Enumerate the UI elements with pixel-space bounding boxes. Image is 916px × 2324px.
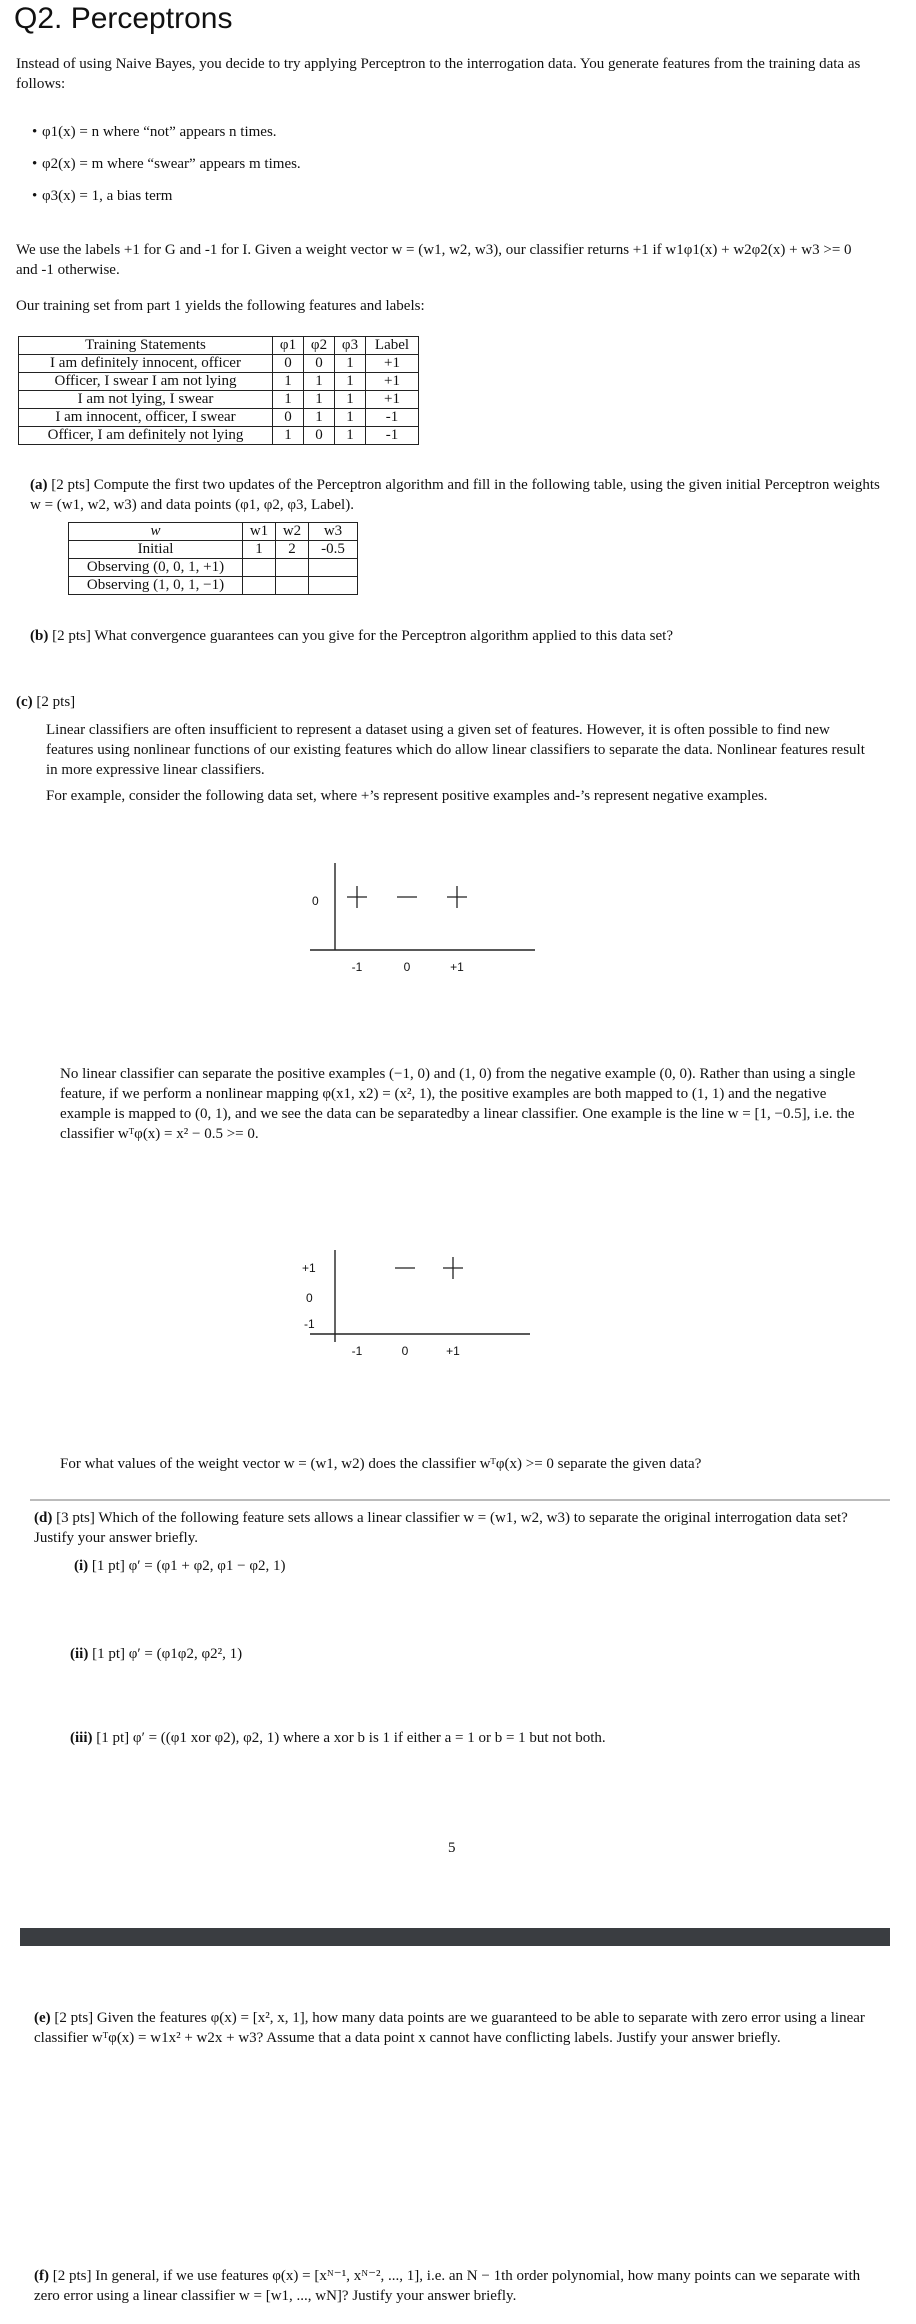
part-d-iii-text: [1 pt] φ′ = ((φ1 xor φ2), φ2, 1) where a xor b is 1 if either a = 1 or b = 1 but not both. <box>96 1730 606 1746</box>
training-table <box>18 336 419 445</box>
table-cell: Officer, I am definitely not lying <box>19 427 273 445</box>
part-b-text: [2 pts] What convergence guarantees can you give for the Perceptron algorithm applied to this data set? <box>52 628 673 644</box>
page-break-bar <box>20 1928 890 1946</box>
part-c-question: For what values of the weight vector w = (w1, w2) does the classifier wᵀφ(x) >= 0 separate the given data? <box>60 1456 702 1472</box>
x-tick-label: -1 <box>351 1344 363 1358</box>
part-f-label: (f) <box>34 2268 49 2284</box>
table-cell: 1 <box>335 391 366 409</box>
col-header: w3 <box>309 523 358 541</box>
col-header: w2 <box>276 523 309 541</box>
part-d-ii-text: [1 pt] φ′ = (φ1φ2, φ2², 1) <box>92 1646 243 1662</box>
part-a-label: (a) <box>30 477 48 493</box>
table-cell: Observing (0, 0, 1, +1) <box>69 559 243 577</box>
x-tick-label: +1 <box>446 1344 460 1358</box>
table-cell: 0 <box>273 355 304 373</box>
labels-text: We use the labels +1 for G and -1 for I. Given a weight vector w = (w1, w2, w3), our classifier returns +1 if w1φ1(x) + w2φ2(x) + w3 >= 0 and -1 otherwise. <box>16 242 852 278</box>
part-d-ii <box>70 1644 242 1664</box>
table-row <box>69 577 358 595</box>
table-cell: 1 <box>304 391 335 409</box>
table-header-row <box>19 337 419 355</box>
answer-cell[interactable] <box>309 577 358 595</box>
y-tick-label: +1 <box>302 1261 316 1275</box>
table-cell: 1 <box>273 391 304 409</box>
feature-phi3: • φ3(x) = 1, a bias term <box>42 188 172 205</box>
positive-example-mark <box>447 886 467 908</box>
table-cell: I am definitely innocent, officer <box>19 355 273 373</box>
table-cell: 0 <box>273 409 304 427</box>
table-cell: -0.5 <box>309 541 358 559</box>
part-d-label: (d) <box>34 1510 53 1526</box>
part-c-label: (c) <box>16 694 33 710</box>
y-tick-label: 0 <box>312 894 319 908</box>
table-row <box>19 427 419 445</box>
x-tick-label: 0 <box>403 960 411 974</box>
table-cell: Initial <box>69 541 243 559</box>
part-d-iii <box>70 1728 606 1748</box>
part-d-i-label: (i) <box>74 1558 89 1574</box>
x-tick-label: +1 <box>450 960 464 974</box>
table-cell: +1 <box>366 355 419 373</box>
part-e-label: (e) <box>34 2010 51 2026</box>
part-d-i <box>74 1556 286 1576</box>
part-c-paragraph-1: Linear classifiers are often insufficient to represent a dataset using a given set of features. However, it is often possible to find new features using nonlinear functions of our existing features which do allow linear classifiers to separate the data. Nonlinear features result in more expressive linear classifiers. <box>46 722 865 778</box>
plot-1 <box>290 855 550 980</box>
table-cell: -1 <box>366 427 419 445</box>
table-row <box>19 409 419 427</box>
col-header: φ2 <box>304 337 335 355</box>
x-tick-label: -1 <box>351 960 363 974</box>
page-title: Q2. Perceptrons <box>14 2 233 35</box>
page-number: 5 <box>448 1840 456 1856</box>
table-cell: 1 <box>335 355 366 373</box>
part-e <box>34 2008 874 2048</box>
part-c-pts: [2 pts] <box>36 694 76 710</box>
answer-cell[interactable] <box>276 577 309 595</box>
y-tick-label: -1 <box>304 1317 315 1331</box>
table-cell: I am innocent, officer, I swear <box>19 409 273 427</box>
table-cell: 1 <box>335 427 366 445</box>
answer-cell[interactable] <box>276 559 309 577</box>
table-cell: +1 <box>366 373 419 391</box>
training-intro: Our training set from part 1 yields the following features and labels: <box>16 298 425 314</box>
table-cell: 1 <box>304 409 335 427</box>
plot-1-marks <box>347 886 467 908</box>
table-cell: Officer, I swear I am not lying <box>19 373 273 391</box>
positive-example-mark <box>443 1257 463 1279</box>
table-cell: 1 <box>304 373 335 391</box>
x-tick-label: 0 <box>401 1344 409 1358</box>
table-cell: 0 <box>304 355 335 373</box>
part-f-text: [2 pts] In general, if we use features φ(x) = [xᴺ⁻¹, xᴺ⁻², ..., 1], i.e. an N − 1th order polynomial, how many points can we separate with zero error using a linear classifier w = [w1, ..., wN]? Justify your answer briefly. <box>34 2268 861 2304</box>
table-cell: 2 <box>276 541 309 559</box>
table-row <box>19 391 419 409</box>
positive-example-mark <box>347 886 367 908</box>
col-header: Training Statements <box>19 337 273 355</box>
y-tick-label: 0 <box>306 1291 313 1305</box>
part-d-i-text: [1 pt] φ′ = (φ1 + φ2, φ1 − φ2, 1) <box>91 1558 286 1574</box>
answer-cell[interactable] <box>243 577 276 595</box>
part-a <box>30 475 880 515</box>
weights-table <box>68 522 358 595</box>
col-header: w1 <box>243 523 276 541</box>
table-row <box>69 541 358 559</box>
table-cell: 1 <box>335 409 366 427</box>
part-d <box>34 1508 874 1548</box>
part-d-text: [3 pts] Which of the following feature sets allows a linear classifier w = (w1, w2, w3) to separate the original interrogation data set? Justify your answer briefly. <box>34 1510 848 1546</box>
plot-2-marks <box>395 1257 463 1279</box>
part-d-ii-label: (ii) <box>70 1646 89 1662</box>
table-row <box>19 373 419 391</box>
table-cell: Observing (1, 0, 1, −1) <box>69 577 243 595</box>
table-cell: I am not lying, I swear <box>19 391 273 409</box>
col-header: φ3 <box>335 337 366 355</box>
col-header: Label <box>366 337 419 355</box>
part-c-paragraph-3: No linear classifier can separate the positive examples (−1, 0) and (1, 0) from the negative example (0, 0). Rather than using a single feature, if we perform a nonlinear mapping φ(x1, x2) = (x², 1), the positive examples are both mapped to (1, 1) and the negative example is mapped to (0, 1), and we see the data can be separatedby a linear classifier. One example is the line w = [1, −0.5], i.e. the classifier wᵀφ(x) = x² − 0.5 >= 0. <box>60 1066 856 1142</box>
part-c-paragraph-2: For example, consider the following data set, where +’s represent positive examples and-’s represent negative examples. <box>46 788 768 804</box>
divider <box>30 1499 890 1501</box>
col-header: w <box>69 523 243 541</box>
table-cell: 1 <box>273 427 304 445</box>
part-b-label: (b) <box>30 628 49 644</box>
part-f <box>34 2266 874 2306</box>
part-a-text: [2 pts] Compute the first two updates of the Perceptron algorithm and fill in the following table, using the given initial Perceptron weights w = (w1, w2, w3) and data points (φ1, φ2, φ3, Label). <box>30 477 880 513</box>
answer-cell[interactable] <box>243 559 276 577</box>
feature-phi2: • φ2(x) = m where “swear” appears m times. <box>42 156 301 173</box>
part-b <box>30 626 880 646</box>
part-c-header <box>16 692 75 712</box>
table-header-row <box>69 523 358 541</box>
part-e-text: [2 pts] Given the features φ(x) = [x², x, 1], how many data points are we guaranteed to be able to separate with zero error using a linear classifier wᵀφ(x) = w1x² + w2x + w3? Assume that a data point x cannot have conflicting labels. Justify your answer briefly. <box>34 2010 865 2046</box>
intro-text: Instead of using Naive Bayes, you decide to try applying Perceptron to the interrogation data. You generate features from the training data as follows: <box>16 56 861 92</box>
table-cell: -1 <box>366 409 419 427</box>
plot-2 <box>290 1240 550 1370</box>
answer-cell[interactable] <box>309 559 358 577</box>
part-d-iii-label: (iii) <box>70 1730 93 1746</box>
table-row <box>69 559 358 577</box>
feature-phi1: • φ1(x) = n where “not” appears n times. <box>42 124 277 141</box>
table-cell: 1 <box>243 541 276 559</box>
col-header: φ1 <box>273 337 304 355</box>
table-cell: +1 <box>366 391 419 409</box>
table-cell: 1 <box>273 373 304 391</box>
table-cell: 1 <box>335 373 366 391</box>
table-cell: 0 <box>304 427 335 445</box>
table-row <box>19 355 419 373</box>
